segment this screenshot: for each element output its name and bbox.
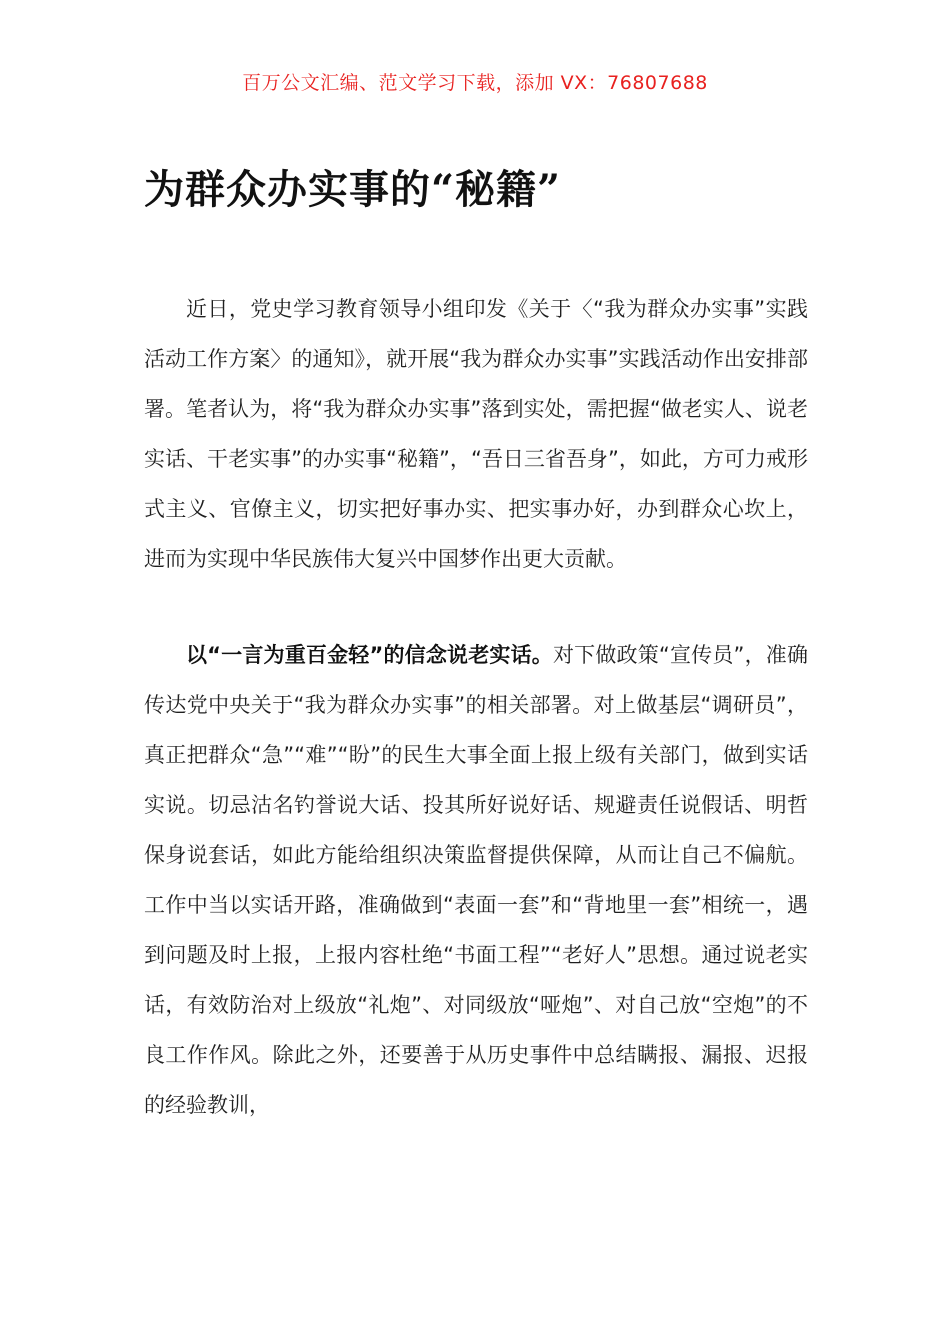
paragraph-lead: 以“一言为重百金轻”的信念说老实话。	[186, 643, 553, 667]
paragraph-text: 近日，党史学习教育领导小组印发《关于〈“我为群众办实事”实践活动工作方案〉的通知》，就开展“我为群众办实事”实践活动作出安排部署。笔者认为，将“我为群众办实事”落到实处，需把握“做老实人、说老实话、干老实事”的办实事“秘籍”，“吾日三省吾身”，如此，方可力戒形式主义、官僚主义，切实把好事办实、把实事办好，办到群众心坎上，进而为实现中华民族伟大复兴中国梦作出更大贡献。	[144, 297, 808, 571]
header-note: 百万公文汇编、范文学习下载，添加 VX：76807688	[242, 72, 708, 94]
paragraph-text: 对下做政策“宣传员”，准确传达党中央关于“我为群众办实事”的相关部署。对上做基层“调研员”，真正把群众“急”“难”“盼”的民生大事全面上报上级有关部门，做到实话实说。切忌沽名钓誉说大话、投其所好说好话、规避责任说假话、明哲保身说套话，如此方能给组织决策监督提供保障，从而让自己不偏航。工作中当以实话开路，准确做到“表面一套”和“背地里一套”相统一，遇到问题及时上报，上报内容杜绝“书面工程”“老好人”思想。通过说老实话，有效防治对上级放“礼炮”、对同级放“哑炮”、对自己放“空炮”的不良工作作风。除此之外，还要善于从历史事件中总结瞒报、漏报、迟报的经验教训，	[144, 643, 808, 1117]
document-body	[144, 284, 808, 1130]
paragraph-intro	[144, 284, 808, 584]
paragraph-honest-speech	[144, 630, 808, 1130]
document-title: 为群众办实事的“秘籍”	[144, 166, 562, 213]
